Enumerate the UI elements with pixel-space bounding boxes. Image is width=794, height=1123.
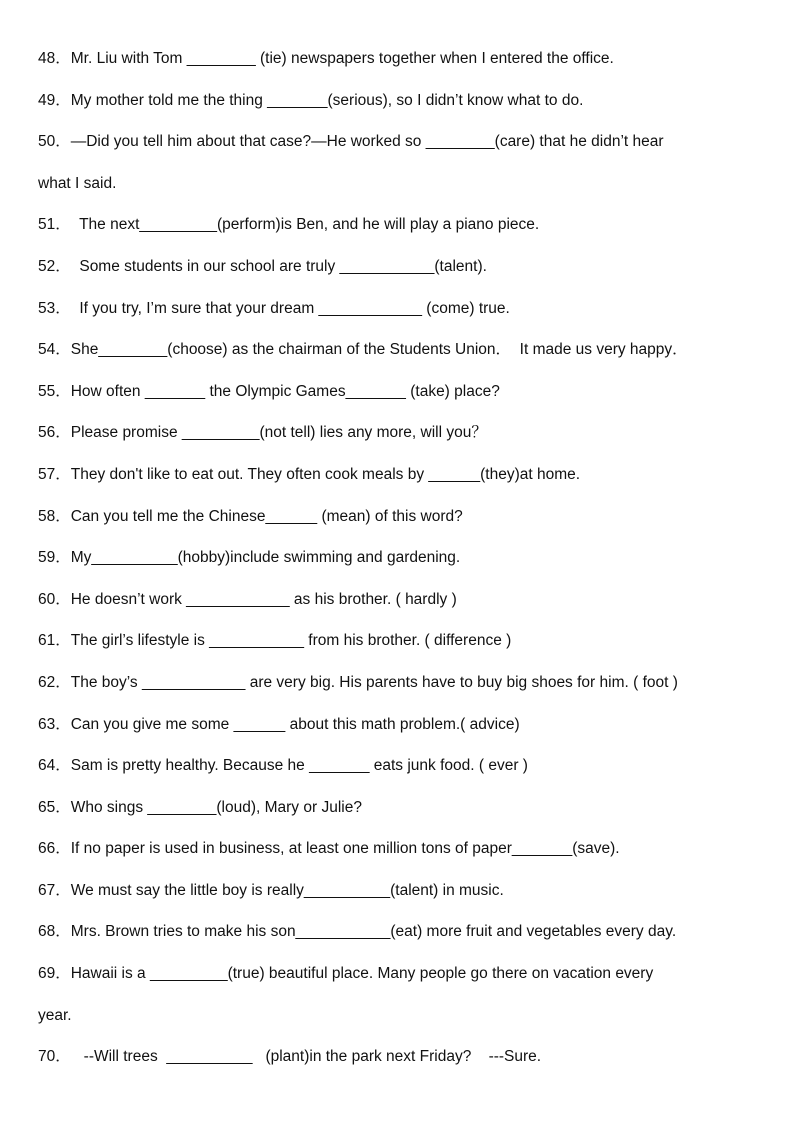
question-57: 57．They don't like to eat out. They often cook meals by ______(they)at home. [38,465,581,483]
question-67: 67．We must say the little boy is really__________(talent) in music. [38,881,504,899]
question-56: 56．Please promise _________(not tell) lies any more, will you？ [38,424,487,442]
question-55: 55．How often _______ the Olympic Games_______ (take) place? [38,382,500,400]
question-51: 51． The next_________(perform)is Ben, and he will play a piano piece. [38,216,540,234]
question-70: 70． --Will trees __________ (plant)in the park next Friday? ---Sure. [38,1048,542,1066]
question-65: 65．Who sings ________(loud), Mary or Julie? [38,798,362,816]
question-50: 50．—Did you tell him about that case?—He worked so ________(care) that he didn’t hear [38,133,664,151]
question-60: 60．He doesn’t work ____________ as his brother. ( hardly ) [38,590,457,608]
question-61: 61．The girl’s lifestyle is ___________ from his brother. ( difference ) [38,632,512,650]
question-54: 54．She________(choose) as the chairman of the Students Union． It made us very happy． [38,341,688,359]
question-63: 63．Can you give me some ______ about this math problem.( advice) [38,715,520,733]
question-68: 68．Mrs. Brown tries to make his son___________(eat) more fruit and vegetables every day. [38,923,677,941]
question-50-continued: what I said. [38,174,117,192]
question-66: 66．If no paper is used in business, at least one million tons of paper_______(save). [38,840,620,858]
exercise-page [38,46,758,1086]
question-58: 58．Can you tell me the Chinese______ (mean) of this word? [38,507,463,525]
question-52: 52． Some students in our school are truly ___________(talent). [38,257,487,275]
question-59: 59．My__________(hobby)include swimming and gardening. [38,549,461,567]
question-53: 53． If you try, I’m sure that your dream ____________ (come) true. [38,299,510,317]
question-48: 48．Mr. Liu with Tom ________ (tie) newspapers together when I entered the office. [38,50,614,67]
question-64: 64．Sam is pretty healthy. Because he _______ eats junk food. ( ever ) [38,757,528,775]
question-69: 69．Hawaii is a _________(true) beautiful place. Many people go there on vacation every [38,965,654,983]
question-49: 49．My mother told me the thing _______(serious), so I didn’t know what to do. [38,91,584,109]
question-62: 62．The boy’s ____________ are very big. His parents have to buy big shoes for him. ( foot ) [38,673,678,691]
question-69-continued: year. [38,1006,72,1024]
